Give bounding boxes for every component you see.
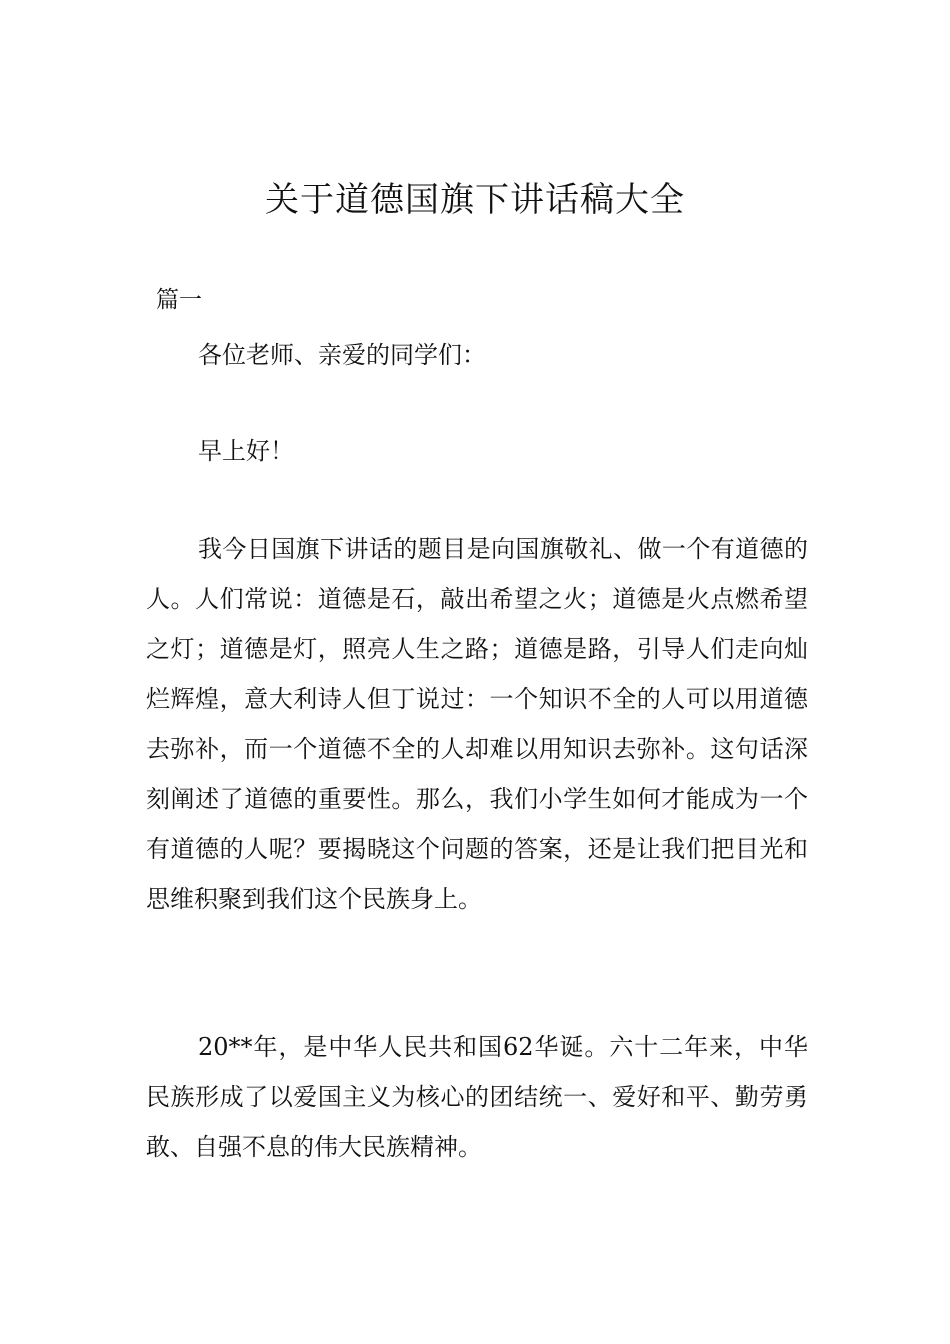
body-paragraph-2: 20**年，是中华人民共和国62华诞。六十二年来，中华民族形成了以爱国主义为核心的团结统一、爱好和平、勤劳勇敢、自强不息的伟大民族精神。 bbox=[146, 1033, 808, 1161]
body-paragraph-1: 我今日国旗下讲话的题目是向国旗敬礼、做一个有道德的人。人们常说：道德是石，敲出希望之火；道德是火点燃希望之灯；道德是灯，照亮人生之路；道德是路，引导人们走向灿烂辉煌，意大利诗人但丁说过：一个知识不全的人可以用道德去弥补，而一个道德不全的人却难以用知识去弥补。这句话深刻阐述了道德的重要性。那么，我们小学生如何才能成为一个有道德的人呢？要揭晓这个问题的答案，还是让我们把目光和思维积聚到我们这个民族身上。 bbox=[146, 535, 808, 913]
greeting-line: 各位老师、亲爱的同学们： bbox=[198, 341, 486, 369]
morning-greeting: 早上好！ bbox=[198, 437, 294, 465]
document-title: 关于道德国旗下讲话稿大全 bbox=[265, 180, 685, 220]
section-label: 篇一 bbox=[156, 287, 202, 313]
